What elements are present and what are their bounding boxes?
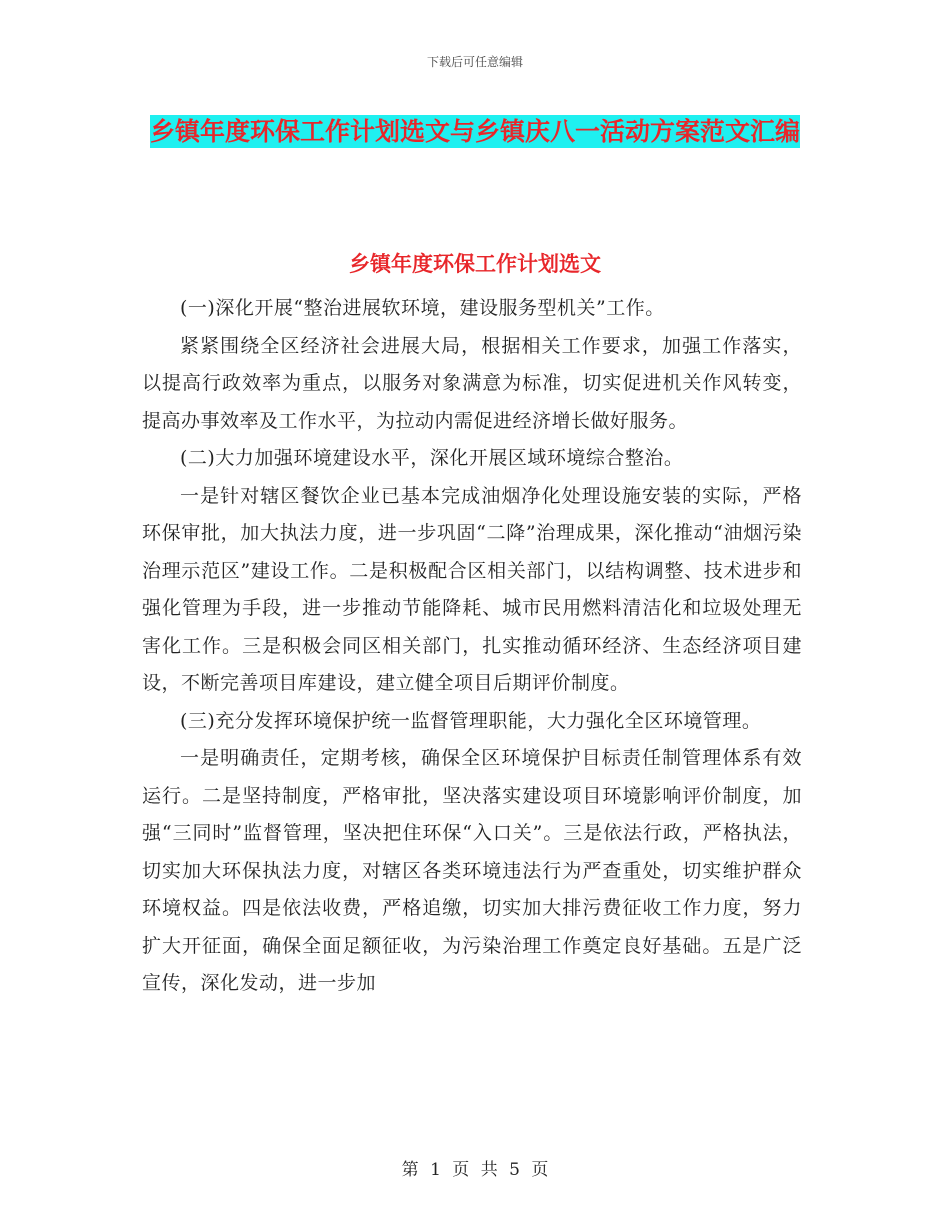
paragraph: 紧紧围绕全区经济社会进展大局，根据相关工作要求，加强工作落实，以提高行政效率为重点，以服务对象满意为标准，切实促进机关作风转变，提高办事效率及工作水平，为拉动内需促进经济增长做好服务。 bbox=[142, 334, 802, 432]
document-title bbox=[120, 108, 830, 156]
document-title-text: 乡镇年度环保工作计划选文与乡镇庆八一活动方案范文汇编 bbox=[149, 117, 800, 146]
paragraph: (一)深化开展“整治进展软环境，建设服务型机关”工作。 bbox=[180, 297, 665, 319]
paragraph: 一是针对辖区餐饮企业已基本完成油烟净化处理设施安装的实际，严格环保审批，加大执法力度，进一步巩固“二降”治理成果，深化推动“油烟污染治理示范区”建设工作。二是积极配合区相关部门，以结构调整、技术进步和强化管理为手段，进一步推动节能降耗、城市民用燃料清洁化和垃圾处理无害化工作。三是积极会同区相关部门，扎实推动循环经济、生态经济项目建设，不断完善项目库建设，建立健全项目后期评价制度。 bbox=[142, 484, 802, 694]
paragraph: (二)大力加强环境建设水平，深化开展区域环境综合整治。 bbox=[180, 447, 684, 469]
paragraph: 一是明确责任，定期考核，确保全区环境保护目标责任制管理体系有效运行。二是坚持制度，严格审批，坚决落实建设项目环境影响评价制度，加强“三同时”监督管理，坚决把住环保“入口关”。三是依法行政，严格执法，切实加大环保执法力度，对辖区各类环境违法行为严查重处，切实维护群众环境权益。四是依法收费，严格追缴，切实加大排污费征收工作力度，努力扩大开征面，确保全面足额征收，为污染治理工作奠定良好基础。五是广泛宣传，深化发动，进一步加 bbox=[142, 747, 802, 994]
page-header-note: 下载后可任意编辑 bbox=[426, 55, 523, 69]
paragraph: (三)充分发挥环境保护统一监督管理职能，大力强化全区环境管理。 bbox=[180, 709, 762, 732]
document-body bbox=[142, 290, 802, 1003]
section-title: 乡镇年度环保工作计划选文 bbox=[349, 252, 601, 276]
page-footer-number: 第 1 页 共 5 页 bbox=[401, 1160, 549, 1180]
